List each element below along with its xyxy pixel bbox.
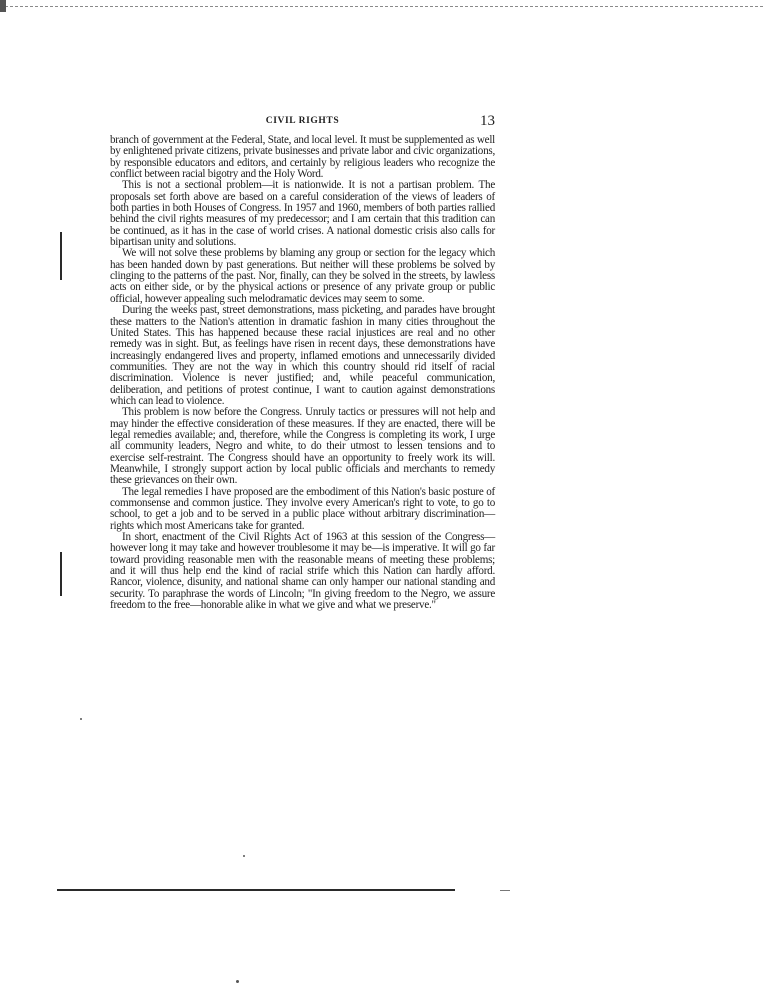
- scan-speck: [80, 718, 82, 720]
- scan-speck: [243, 855, 245, 857]
- scan-speck: [236, 980, 239, 983]
- paragraph: This is not a sectional problem—it is nationwide. It is not a partisan problem. The proposals set forth above are based on a careful consideration of the views of leaders of both parties in both Houses of Congress. In 1957 and 1960, members of both parties rallied behind the civil rights measures of my predecessor; and I am certain that this tradition can be continued, as it has in the case of world crises. A national domestic crisis also calls for bipartisan unity and solutions.: [110, 179, 495, 249]
- margin-mark-bracket-upper: [60, 232, 62, 280]
- margin-mark-bracket-lower: [60, 552, 62, 596]
- footer-rule: [57, 889, 455, 891]
- running-head-title: CIVIL RIGHTS: [265, 116, 340, 126]
- paragraph: The legal remedies I have proposed are the embodiment of this Nation's basic posture of commonsense and common justice. They involve every American's right to vote, to go to school, to get a job and to be served in a public place without arbitrary discrimination—rights which most Americans take for granted.: [110, 485, 495, 532]
- scan-corner-mark: [0, 0, 6, 12]
- paragraph-continuation: branch of government at the Federal, State, and local level. It must be supplemented as well by enlightened private citizens, private businesses and private labor and civic organizations, by responsible educators and editors, and certainly by religious leaders who recognize the conflict between racial bigotry and the Holy Word.: [110, 134, 495, 181]
- paragraph: This problem is now before the Congress. Unruly tactics or pressures will not help and may hinder the effective consideration of these measures. If they are enacted, there will be legal remedies available; and, therefore, while the Congress is completing its work, I urge all community leaders, Negro and white, to do their utmost to lessen tensions and to exercise self-restraint. The Congress should have an opportunity to freely work its will. Meanwhile, I strongly support action by local public officials and merchants to remedy these grievances on their own.: [110, 406, 495, 487]
- document-page: [110, 113, 495, 611]
- body-text: [110, 135, 495, 611]
- running-head: [110, 113, 495, 135]
- paragraph: In short, enactment of the Civil Rights Act of 1963 at this session of the Congress—however long it may take and however troublesome it may be—is imperative. It will go far toward providing reasonable men with the reasonable means of meeting these problems; and it will thus help end the kind of racial strife which this Nation can hardly afford. Rancor, violence, disunity, and national shame can only hamper our national standing and security. To paraphrase the words of Lincoln; "In giving freedom to the Negro, we assure freedom to the free—honorable alike in what we give and what we preserve.": [110, 531, 495, 612]
- paragraph: During the weeks past, street demonstrations, mass picketing, and parades have brought these matters to the Nation's attention in dramatic fashion in many cities throughout the United States. This has happened because these racial injustices are real and no other remedy was in sight. But, as feelings have risen in recent days, these demonstrations have increasingly endangered lives and property, inflamed emotions and unnecessarily divided communities. They are not the way in which this country should rid itself of racial discrimination. Violence is never justified; and, while peaceful communication, deliberation, and petitions of protest continue, I want to caution against demonstrations which can lead to violence.: [110, 304, 495, 407]
- scan-top-border: [0, 6, 763, 7]
- page-number: 13: [480, 113, 495, 129]
- paragraph: We will not solve these problems by blaming any group or section for the legacy which has been handed down by past generations. But neither will these problems be solved by clinging to the patterns of the past. Nor, finally, can they be solved in the streets, by lawless acts on either side, or by the physical actions or presence of any private group or public official, however appealing such melodramatic devices may seem to some.: [110, 247, 495, 305]
- footer-rule-tail: [500, 890, 510, 891]
